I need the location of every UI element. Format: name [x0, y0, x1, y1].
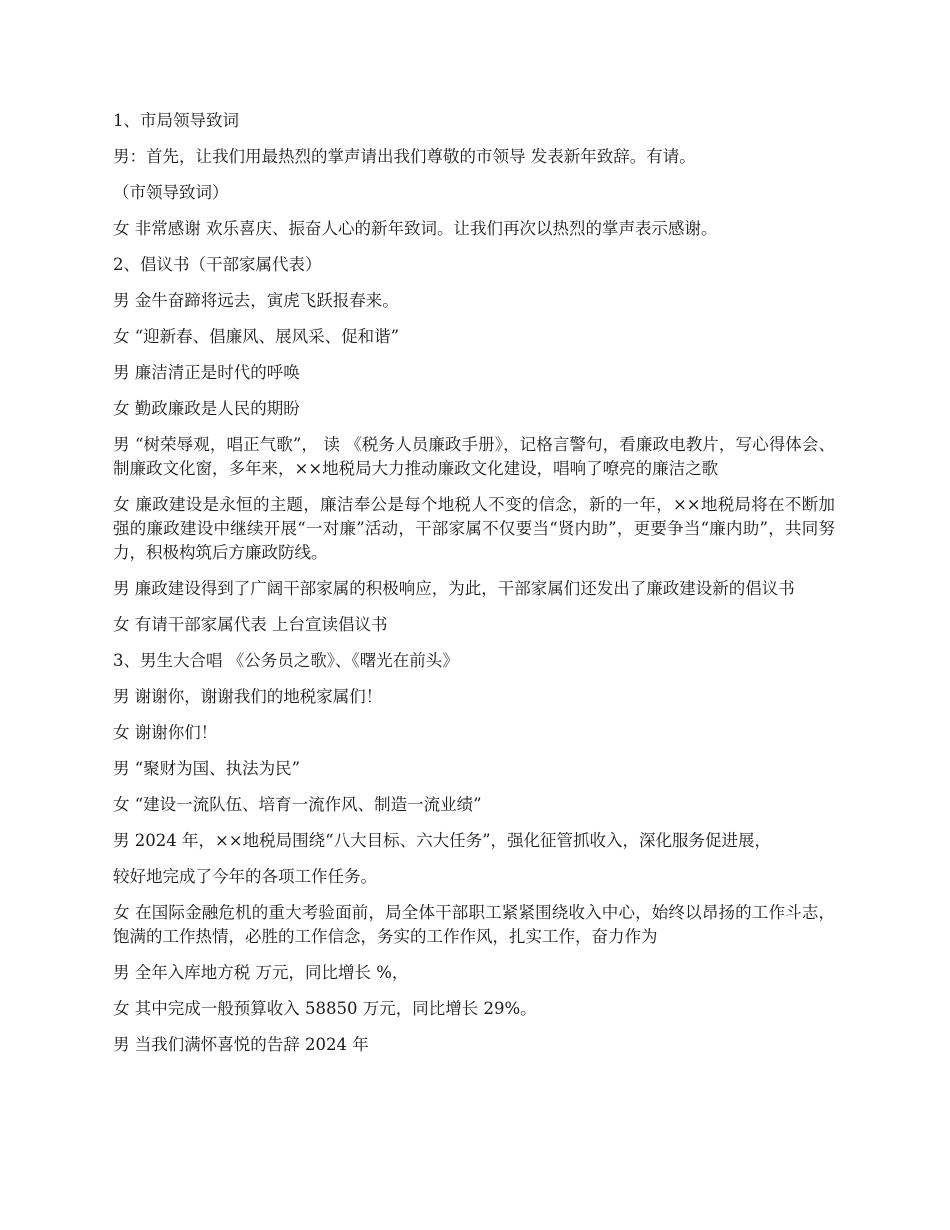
script-line: 男 金牛奋蹄将远去，寅虎飞跃报春来。 — [113, 291, 399, 310]
script-line: 男 全年入库地方税 万元，同比增长 %， — [113, 963, 409, 982]
script-line: 女 “迎新春、倡廉风、展风采、促和谐” — [113, 327, 400, 346]
section-heading-3: 3、男生大合唱 《公务员之歌》、《曙光在前头》 — [113, 651, 459, 670]
script-line: 女 在国际金融危机的重大考验面前，局全体干部职工紧紧围绕收入中心，始终以昂扬的工作斗志，饱满的工作热情，必胜的工作信念，务实的工作作风，扎实工作，奋力作为 — [113, 903, 835, 946]
script-line: 男 谢谢你，谢谢我们的地税家属们！ — [113, 687, 383, 706]
section-heading-1: 1、市局领导致词 — [113, 111, 239, 130]
section-heading-2: 2、倡议书（干部家属代表） — [113, 255, 322, 274]
script-line: 男 “树荣辱观，唱正气歌”， 读 《税务人员廉政手册》，记格言警句，看廉政电教片，写心得体会、制廉政文化窗，多年来，××地税局大力推动廉政文化建设，唱响了嘹亮的廉洁之歌 — [113, 435, 835, 478]
script-line: 男 当我们满怀喜悦的告辞 2024 年 — [113, 1035, 369, 1054]
script-line: 较好地完成了今年的各项工作任务。 — [113, 867, 377, 886]
script-line: 女 “建设一流队伍、培育一流作风、制造一流业绩” — [113, 795, 482, 814]
script-line: 女 有请干部家属代表 上台宣读倡议书 — [113, 615, 388, 634]
script-line: 女 勤政廉政是人民的期盼 — [113, 399, 300, 418]
script-line: 男 廉洁清正是时代的呼唤 — [113, 363, 300, 382]
script-line: 女 非常感谢 欢乐喜庆、振奋人心的新年致词。让我们再次以热烈的掌声表示感谢。 — [113, 219, 718, 238]
script-line: 女 谢谢你们！ — [113, 723, 218, 742]
stage-direction: （市领导致词） — [113, 183, 229, 202]
script-line: 女 其中完成一般预算收入 58850 万元，同比增长 29%。 — [113, 999, 537, 1018]
script-line: 男 “聚财为国、执法为民” — [113, 759, 301, 778]
script-line: 女 廉政建设是永恒的主题，廉洁奉公是每个地税人不变的信念，新的一年，××地税局将在不断加强的廉政建设中继续开展“一对廉”活动，干部家属不仅要当“贤内助”，更要争当“廉内助”，共同努力，积极构筑后方廉政防线。 — [113, 495, 835, 562]
document-body — [113, 109, 835, 1069]
script-line: 男 廉政建设得到了广阔干部家属的积极响应，为此，干部家属们还发出了廉政建设新的倡议书 — [113, 579, 795, 598]
script-line: 男 2024 年，××地税局围绕“八大目标、六大任务”，强化征管抓收入，深化服务促进展， — [113, 831, 772, 850]
script-line: 男：首先，让我们用最热烈的掌声请出我们尊敬的市领导 发表新年致辞。有请。 — [113, 147, 696, 166]
